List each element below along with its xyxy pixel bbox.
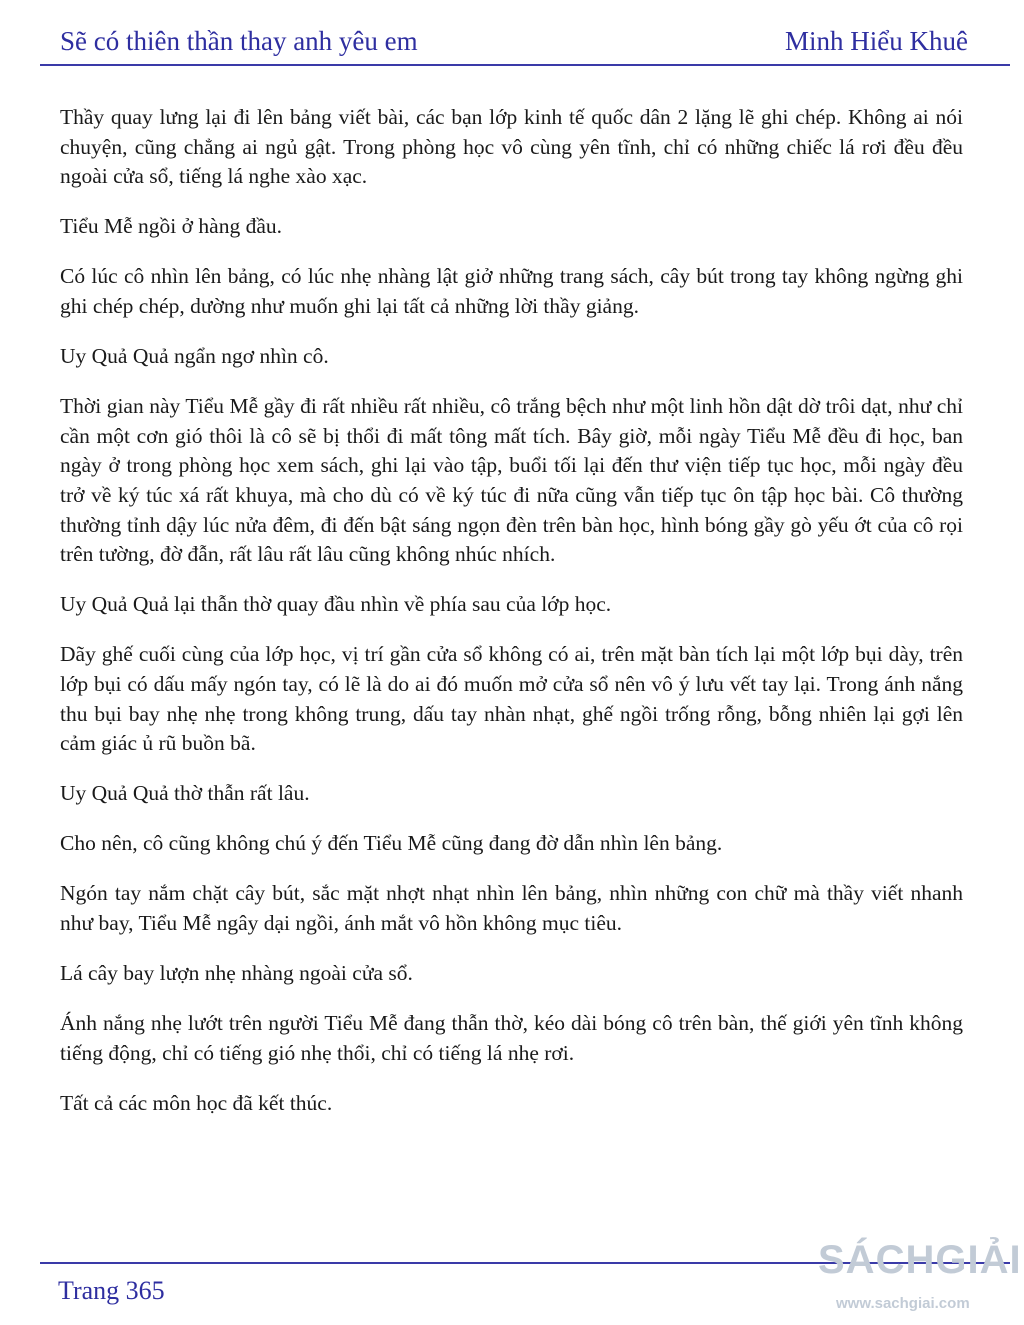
paragraph: Tiểu Mễ ngồi ở hàng đầu.	[60, 214, 282, 239]
paragraph: Có lúc cô nhìn lên bảng, có lúc nhẹ nhàng lật giở những trang sách, cây bút trong tay không ngừng ghi ghi chép chép, dường như muốn ghi lại tất cả những lời thầy giảng.	[60, 264, 963, 318]
paragraph: Ánh nắng nhẹ lướt trên người Tiểu Mễ đang thẫn thờ, kéo dài bóng cô trên bàn, thế giới yên tĩnh không tiếng động, chỉ có tiếng gió nhẹ thổi, chỉ có tiếng lá nhẹ rơi.	[60, 1011, 963, 1065]
paragraph: Uy Quả Quả ngẩn ngơ nhìn cô.	[60, 344, 329, 369]
paragraph: Uy Quả Quả thờ thẫn rất lâu.	[60, 781, 310, 806]
header-divider	[40, 64, 1010, 66]
paragraph: Uy Quả Quả lại thẫn thờ quay đầu nhìn về phía sau của lớp học.	[60, 592, 612, 617]
author-name: Minh Hiểu Khuê	[785, 26, 968, 56]
watermark	[818, 1226, 1024, 1325]
page-header	[0, 0, 1024, 68]
watermark-url: www.sachgiai.com	[836, 1295, 970, 1312]
page-number: Trang 365	[58, 1276, 165, 1305]
paragraph: Lá cây bay lượn nhẹ nhàng ngoài cửa sổ.	[60, 961, 413, 986]
book-title: Sẽ có thiên thần thay anh yêu em	[60, 26, 418, 56]
paragraph: Cho nên, cô cũng không chú ý đến Tiểu Mễ cũng đang đờ dẫn nhìn lên bảng.	[60, 831, 723, 856]
paragraph: Ngón tay nắm chặt cây bút, sắc mặt nhợt nhạt nhìn lên bảng, nhìn những con chữ mà thầy viết nhanh như bay, Tiểu Mễ ngây dại ngồi, ánh mắt vô hồn không mục tiêu.	[60, 881, 963, 935]
paragraph: Tất cả các môn học đã kết thúc.	[60, 1090, 333, 1115]
paragraph: Thời gian này Tiểu Mễ gầy đi rất nhiều rất nhiều, cô trắng bệch như một linh hồn dật dờ trôi dạt, như chỉ cần một cơn gió thôi là cô sẽ bị thổi đi mất tông mất tích. Bây giờ, mỗi ngày Tiểu Mễ đều đi học, ban ngày ở trong phòng học xem sách, ghi lại vào tập, buổi tối lại đến thư viện tiếp tục học, mỗi ngày đều trở về ký túc xá rất khuya, mà cho dù có về ký túc đi nữa cũng vẫn tiếp tục ôn tập học bài. Cô thường thường tỉnh dậy lúc nửa đêm, đi đến bật sáng ngọn đèn trên bàn học, hình bóng gầy gò yếu ớt của cô rọi trên tường, đờ đẫn, rất lâu rất lâu cũng không nhúc nhích.	[60, 394, 963, 567]
page-body	[60, 103, 963, 1139]
watermark-logo: SÁCHGIẢI	[818, 1238, 1022, 1282]
paragraph: Dãy ghế cuối cùng của lớp học, vị trí gần cửa sổ không có ai, trên mặt bàn tích lại một lớp bụi dày, trên lớp bụi có dấu mấy ngón tay, có lẽ là do ai đó muốn mở cửa sổ nên vô ý lưu vết tay lại. Trong ánh nắng thu bụi bay nhẹ nhẹ trong không trung, dấu tay nhàn nhạt, ghế ngồi trống rỗng, bỗng nhiên lại gợi lên cảm giác ủ rũ buồn bã.	[60, 642, 963, 756]
paragraph: Thầy quay lưng lại đi lên bảng viết bài, các bạn lớp kinh tế quốc dân 2 lặng lẽ ghi chép. Không ai nói chuyện, cũng chẳng ai ngủ gật. Trong phòng học vô cùng yên tĩnh, chỉ có những chiếc lá rơi đều đều ngoài cửa sổ, tiếng lá nghe xào xạc.	[60, 105, 963, 189]
